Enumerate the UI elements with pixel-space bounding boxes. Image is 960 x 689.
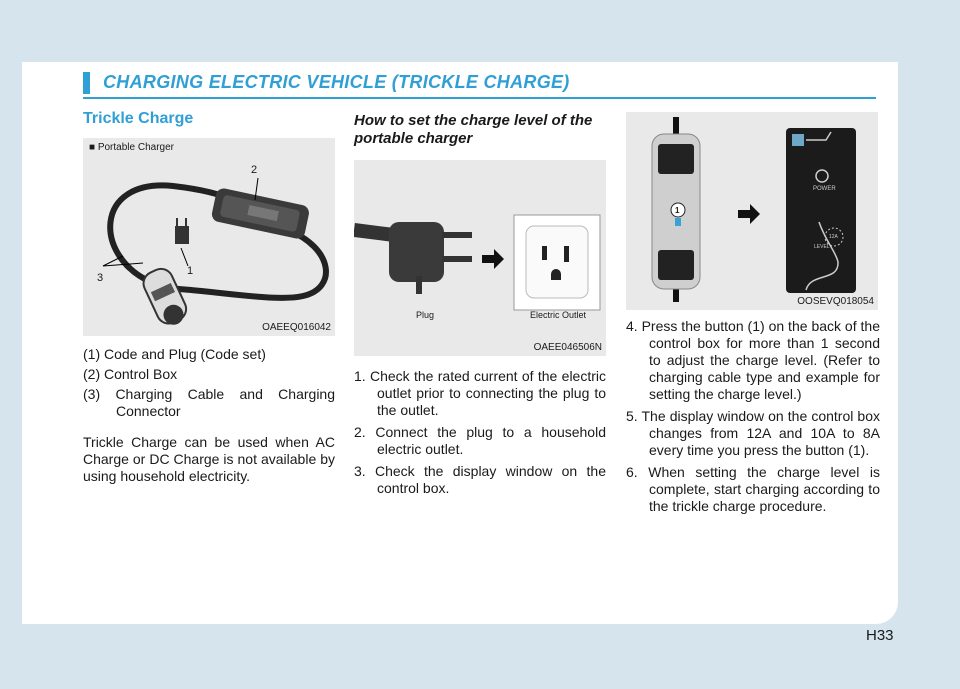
plug-outlet-figure: [354, 160, 606, 356]
part-item: (2) Control Box: [83, 366, 178, 382]
steps-list: [626, 318, 880, 515]
part-item: (1) Code and Plug (Code set): [83, 346, 266, 362]
plug-label: Plug: [416, 310, 435, 320]
part-item: (3) Charging Cable and Charging Connector: [83, 386, 335, 419]
header-rule: [83, 97, 876, 99]
figure-caption: OOSEVQ018054: [797, 296, 874, 307]
page-number: H33: [866, 627, 894, 644]
control-box-figure: [626, 112, 878, 310]
step-item: 1. Check the rated current of the electric outlet prior to connecting the plug to the outlet.: [354, 368, 606, 418]
power-label: POWER: [813, 186, 836, 192]
column-trickle-charge: [83, 108, 335, 485]
header-accent-bar: [83, 72, 90, 94]
subsection-title: How to set the charge level of the portable charger: [354, 112, 593, 147]
plug-outlet-illustration: [354, 160, 606, 356]
figure-caption: OAEE046506N: [533, 342, 602, 353]
callout-3: 3: [97, 272, 104, 284]
step-item: 6. When setting the charge level is complete, start charging according to the trickle charge procedure.: [626, 464, 880, 514]
level-value: 12A: [829, 234, 838, 240]
control-box-illustration: [626, 112, 878, 310]
figure-label: ■ Portable Charger: [89, 142, 174, 153]
step-item: 4. Press the button (1) on the back of the control box for more than 1 second to adjust the charge level. (Refer to charging cable type and example for setting the charge level.): [626, 318, 880, 402]
portable-charger-figure: [83, 138, 335, 336]
parts-list: [83, 346, 335, 420]
steps-list: [354, 368, 606, 497]
portable-charger-illustration: [83, 138, 335, 336]
level-label: LEVEL: [814, 244, 830, 250]
section-title: Trickle Charge: [83, 110, 194, 127]
button-number: 1: [675, 206, 680, 215]
outlet-label: Electric Outlet: [530, 310, 587, 320]
column-charge-level-continued: [626, 108, 880, 520]
step-item: 2. Connect the plug to a household electric outlet.: [354, 424, 606, 457]
section-header: [83, 70, 876, 100]
body-paragraph: Trickle Charge can be used when AC Charge or DC Charge is not available by using household electricity.: [83, 434, 335, 484]
callout-1: 1: [187, 265, 194, 277]
figure-caption: OAEEQ016042: [262, 322, 331, 333]
callout-2: 2: [251, 164, 258, 176]
header-title: CHARGING ELECTRIC VEHICLE (TRICKLE CHARGE): [103, 72, 570, 92]
step-item: 3. Check the display window on the control box.: [354, 463, 606, 496]
column-charge-level: [354, 108, 606, 502]
step-item: 5. The display window on the control box changes from 12A and 10A to 8A every time you press the button (1).: [626, 408, 880, 458]
